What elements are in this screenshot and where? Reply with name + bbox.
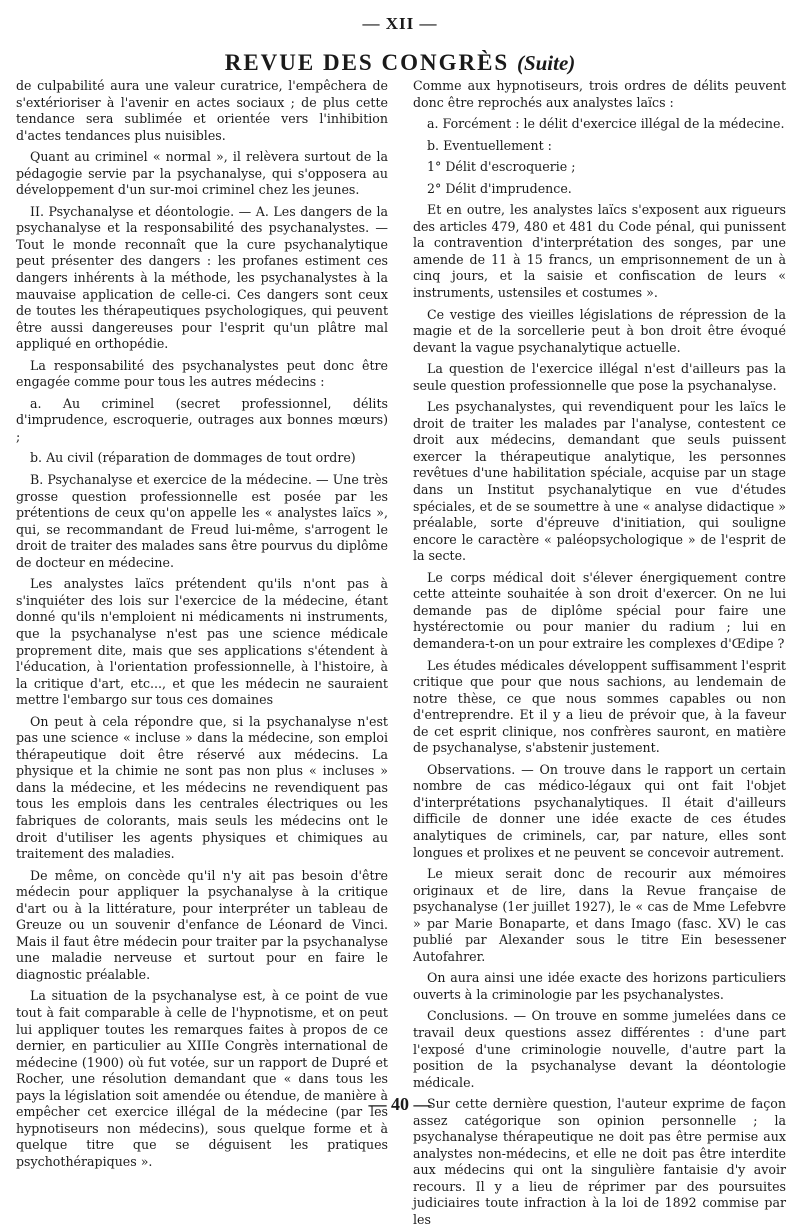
paragraph: b. Eventuellement : (427, 137, 552, 153)
paragraph: Les analystes laïcs prétendent qu'ils n'ont pas à s'inquiéter des lois sur l'exercice de la médecine, étant donné qu'ils n'emploient ni médicaments ni instruments, que la psychanalyse n'est pas une science médicale proprement dite, mais que ses applications s'étendent à l'éducation, à l'orientation professionnelle, à l'histoire, à la critique d'art, etc..., et que les médecin ne sauraient mettre l'embargo sur tous ces domaines (16, 576, 388, 708)
paragraph: II. Psychanalyse et déontologie. — A. Les dangers de la psychanalyse et la responsabilité des psychanalystes. — Tout le monde reconnaît que la cure psychanalytique peut présenter des dangers : les profanes estiment ces dangers inhérents à la méthode, les psychanalystes à la mauvaise application de celle-ci. Ces dangers sont ceux de toutes les thérapeutiques psychologiques, qui peuvent être aussi dangereuses pour l'esprit qu'un plâtre mal appliqué en orthopédie. (16, 203, 388, 352)
paragraph: Sur cette dernière question, l'auteur exprime de façon assez catégorique son opinion personnelle ; la psychanalyse thérapeutique ne doit pas être permise aux analystes non-médecins, et elle ne doit pas être interdite aux médecins qui ont la singulière fantaisie d'y avoir recours. Il y a lieu de réprimer par des poursuites judiciaires toute infraction à la loi de 1892 commise par les (413, 1096, 786, 1227)
paragraph: Quant au criminel « normal », il relèvera surtout de la pédagogie servie par la psychanalyse, qui s'opposera au développement d'un sur-moi criminel chez les jeunes. (16, 149, 388, 198)
page-title (0, 50, 800, 76)
left-column (16, 78, 388, 1169)
paragraph: La question de l'exercice illégal n'est d'ailleurs pas la seule question professionnelle que pose la psychanalyse. (413, 361, 786, 393)
paragraph: B. Psychanalyse et exercice de la médecine. — Une très grosse question professionnelle est posée par les prétentions de ceux qu'on appelle les « analystes laïcs », qui, se recommandant de Freud lui-même, s'arrogent le droit de traiter des malades sans être pourvus du diplôme de docteur en médecine. (16, 472, 388, 570)
paragraph: Observations. — On trouve dans le rapport un certain nombre de cas médico-légaux qui ont fait l'objet d'interprétations psychanalytiques. Il était d'ailleurs difficile de donner une idée exacte de ces études analytiques de criminels, car, par nature, elles sont longues et prolixes et ne peuvent se concevoir autrement. (413, 761, 786, 860)
paragraph: Comme aux hypnotiseurs, trois ordres de délits peuvent donc être reprochés aux analystes laïcs : (413, 78, 786, 110)
paragraph: Et en outre, les analystes laïcs s'exposent aux rigueurs des articles 479, 480 et 481 du Code pénal, qui punissent la contravention d'interprétation des songes, par une amende de 11 à 15 francs, un emprisonnement de un à cinq jours, et la saisie et confiscation de leurs « instruments, ustensiles et costumes ». (413, 202, 786, 301)
paragraph: 1° Délit d'escroquerie ; (427, 159, 576, 175)
page-number: — 40 — (368, 1094, 432, 1114)
paragraph: Ce vestige des vieilles législations de répression de la magie et de la sorcellerie peut à bon droit être évoqué devant la vague psychanalytique actuelle. (413, 306, 786, 355)
title-text: REVUE DES CONGRÈS (224, 50, 510, 75)
paragraph: La responsabilité des psychanalystes peut donc être engagée comme pour tous les autres médecins : (16, 357, 388, 390)
paragraph: De même, on concède qu'il n'y ait pas besoin d'être médecin pour appliquer la psychanalyse à la critique d'art ou à la littérature, pour interpréter un tableau de Greuze ou un souvenir d'enfance de Léonard de Vinci. Mais il faut être médecin pour traiter par la psychanalyse une maladie nerveuse et surtout pour en faire le diagnostic préalable. (16, 867, 388, 982)
paragraph: Le mieux serait donc de recourir aux mémoires originaux et de lire, dans la Revue française de psychanalyse (1er juillet 1927), le « cas de Mme Lefebvre » par Marie Bonaparte, et dans Imago (fasc. XV) le cas publié par Alexander sous le titre Ein besessener Autofahrer. (413, 866, 786, 964)
paragraph: de culpabilité aura une valeur curatrice, l'empêchera de s'extérioriser à l'avenir en actes sociaux ; de plus cette tendance sera sublimée et orientée vers l'inhibition d'actes tendances plus nuisibles. (16, 78, 388, 143)
paragraph: Le corps médical doit s'élever énergiquement contre cette atteinte souhaitée à son droit d'exercer. On ne lui demande pas de diplôme spécial pour faire une hystérectomie ou pour manier du radium ; lui en demandera-t-on un pour extraire les complexes d'Œdipe ? (413, 569, 786, 651)
paragraph: Les psychanalystes, qui revendiquent pour les laïcs le droit de traiter les malades par l'analyse, contestent ce droit aux médecins, demandant que seuls puissent exercer la thérapeutique analytique, les personnes revêtues d'une habilitation spéciale, acquise par un stage dans un Institut psychanalytique en vue d'études spéciales, et de se soumettre à une « analyse didactique » préalable, sorte d'épreuve d'initiation, qui souligne encore le caractère « paléopsychologique » de l'esprit de la secte. (413, 399, 786, 564)
paragraph: 2° Délit d'imprudence. (427, 180, 572, 196)
paragraph: Conclusions. — On trouve en somme jumelées dans ce travail deux questions assez différentes : d'une part l'exposé d'une criminologie nouvelle, d'autre part la position de la psychanalyse devant la déontologie médicale. (413, 1008, 786, 1090)
paragraph: a. Forcément : le délit d'exercice illégal de la médecine. (427, 116, 785, 132)
paragraph: a. Au criminel (secret professionnel, délits d'imprudence, escroquerie, outrages aux bonnes mœurs) ; (16, 395, 388, 444)
title-suffix: (Suite) (516, 51, 576, 75)
paragraph: b. Au civil (réparation de dommages de tout ordre) (30, 450, 356, 466)
paragraph: On peut à cela répondre que, si la psychanalyse n'est pas une science « incluse » dans la médecine, son emploi thérapeutique doit être réservé aux médecins. La physique et la chimie ne sont pas non plus « incluses » dans la médecine, et les médecins ne revendiquent pas tous les emplois dans les centrales électriques ou les fabriques de colorants, mais seuls les médecins ont le droit d'utiliser les agents physiques et chimiques au traitement des maladies. (16, 713, 388, 862)
right-column (413, 78, 786, 1227)
page-roman-number: — XII — (362, 14, 438, 33)
paragraph: La situation de la psychanalyse est, à ce point de vue tout à fait comparable à celle de l'hypnotisme, et on peut lui appliquer toutes les remarques faites à propos de ce dernier, en particulier au XIIIe Congrès international de médecine (1900) où fut votée, sur un rapport de Dupré et Rocher, une résolution demandant que « dans tous les pays la législation soit amendée ou étendue, de manière à empêcher cet exercice illégal de la médecine (par les hypnotiseurs non médecins), sous quelque forme et à quelque titre que se déguisent les pratiques psychothérapiques ». (16, 988, 388, 1169)
paragraph: On aura ainsi une idée exacte des horizons particuliers ouverts à la criminologie par les psychanalystes. (413, 970, 786, 1002)
paragraph: Les études médicales développent suffisamment l'esprit critique que pour que nous sachions, au lendemain de notre thèse, ce que nous sommes capables ou non d'entreprendre. Et il y a lieu de prévoir que, à la faveur de cet esprit clinique, nos confrères sauront, en matière de psychanalyse, s'abstenir justement. (413, 657, 786, 756)
